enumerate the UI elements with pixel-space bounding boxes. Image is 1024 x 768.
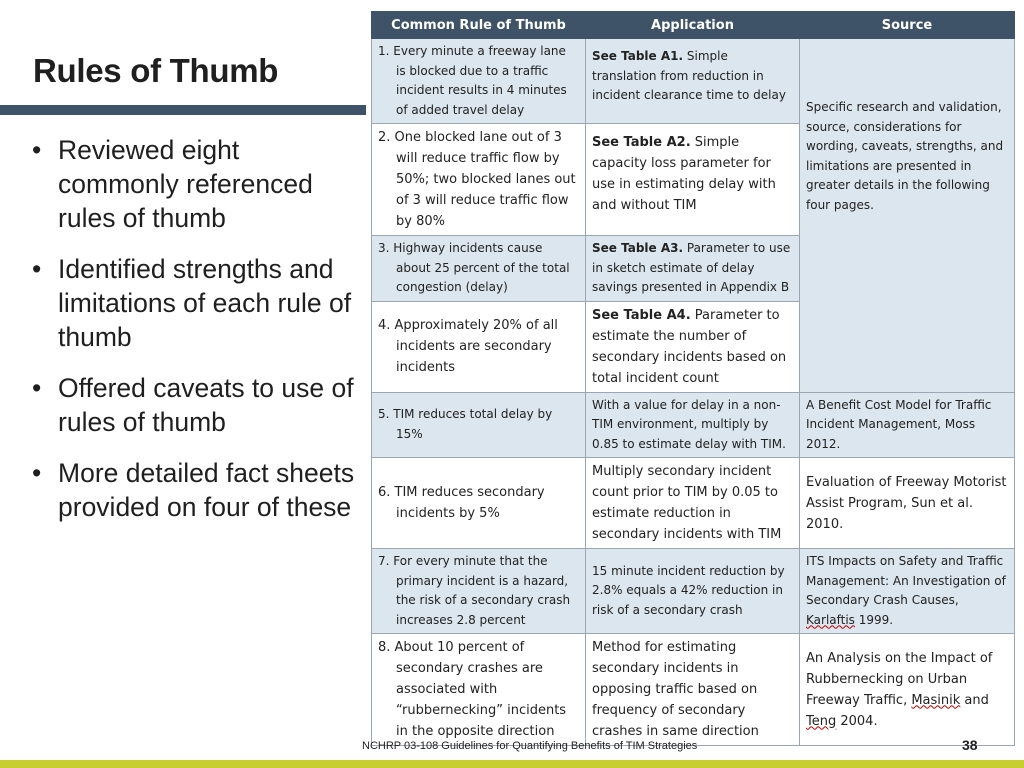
- application-cell: Method for estimating secondary incidents in opposing traffic based on frequency of secondary crashes in same direction: [586, 634, 800, 746]
- table-row: [372, 458, 1015, 549]
- bullet-text: More detailed fact sheets provided on four of these: [58, 458, 355, 522]
- rule-cell: 6. TIM reduces secondary incidents by 5%: [372, 458, 586, 549]
- bullet-icon: •: [32, 254, 42, 284]
- bullet-item: [30, 456, 360, 524]
- bullet-item: [30, 371, 360, 439]
- source-cell: An Analysis on the Impact of Rubbernecking on Urban Freeway Traffic, Masinik and Teng 2004.: [800, 634, 1015, 746]
- merged-source-cell: Specific research and validation, source, considerations for wording, caveats, strengths, and limitations are presented in greater details in the following four pages.: [800, 39, 1015, 393]
- table-row: [372, 39, 1015, 124]
- table-row: [372, 634, 1015, 746]
- rule-cell: 5. TIM reduces total delay by 15%: [372, 392, 586, 458]
- application-cell: 15 minute incident reduction by 2.8% equals a 42% reduction in risk of a secondary crash: [586, 549, 800, 634]
- source-cell: Evaluation of Freeway Motorist Assist Program, Sun et al. 2010.: [800, 458, 1015, 549]
- application-cell: See Table A4. Parameter to estimate the number of secondary incidents based on total incident count: [586, 301, 800, 392]
- slide-title: Rules of Thumb: [33, 52, 279, 89]
- rule-cell: 7. For every minute that the primary incident is a hazard, the risk of a secondary crash increases 2.8 percent: [372, 549, 586, 634]
- rule-cell: 4. Approximately 20% of all incidents are secondary incidents: [372, 301, 586, 392]
- source-cell: A Benefit Cost Model for Traffic Incident Management, Moss 2012.: [800, 392, 1015, 458]
- header-rule: Common Rule of Thumb: [372, 12, 586, 39]
- table-ref: See Table A3.: [592, 241, 684, 255]
- application-cell: Multiply secondary incident count prior to TIM by 0.05 to estimate reduction in secondary incidents with TIM: [586, 458, 800, 549]
- table-header-row: [372, 12, 1015, 39]
- application-cell: See Table A3. Parameter to use in sketch estimate of delay savings presented in Appendix B: [586, 236, 800, 302]
- title-divider: [0, 105, 366, 115]
- bullet-text: Offered caveats to use of rules of thumb: [58, 373, 354, 437]
- page-number: 38: [962, 737, 978, 753]
- application-cell: See Table A2. Simple capacity loss parameter for use in estimating delay with and without TIM: [586, 124, 800, 236]
- rule-cell: 1. Every minute a freeway lane is blocked due to a traffic incident results in 4 minutes of added travel delay: [372, 39, 586, 124]
- bullet-icon: •: [32, 458, 42, 488]
- table-row: [372, 392, 1015, 458]
- bottom-accent-bar: [0, 760, 1024, 768]
- bullet-item: [30, 133, 360, 235]
- bullet-list: [30, 133, 360, 541]
- rule-cell: 2. One blocked lane out of 3 will reduce traffic flow by 50%; two blocked lanes out of 3 will reduce traffic flow by 80%: [372, 124, 586, 236]
- table-ref: See Table A1.: [592, 49, 684, 63]
- bullet-text: Reviewed eight commonly referenced rules of thumb: [58, 135, 313, 233]
- application-cell: See Table A1. Simple translation from reduction in incident clearance time to delay: [586, 39, 800, 124]
- table-row: [372, 549, 1015, 634]
- footer-text: NCHRP 03-108 Guidelines for Quantifying Benefits of TIM Strategies: [362, 740, 698, 752]
- application-cell: With a value for delay in a non-TIM environment, multiply by 0.85 to estimate delay with TIM.: [586, 392, 800, 458]
- header-source: Source: [800, 12, 1015, 39]
- rule-cell: 3. Highway incidents cause about 25 percent of the total congestion (delay): [372, 236, 586, 302]
- bullet-icon: •: [32, 135, 42, 165]
- rules-table: [371, 11, 1015, 746]
- table-ref: See Table A4.: [592, 307, 691, 323]
- bullet-icon: •: [32, 373, 42, 403]
- rule-cell: 8. About 10 percent of secondary crashes are associated with “rubbernecking” incidents in the opposite direction: [372, 634, 586, 746]
- bullet-item: [30, 252, 360, 354]
- source-cell: ITS Impacts on Safety and Traffic Management: An Investigation of Secondary Crash Causes, Karlaftis 1999.: [800, 549, 1015, 634]
- bullet-text: Identified strengths and limitations of each rule of thumb: [58, 254, 352, 352]
- table-ref: See Table A2.: [592, 135, 691, 150]
- header-application: Application: [586, 12, 800, 39]
